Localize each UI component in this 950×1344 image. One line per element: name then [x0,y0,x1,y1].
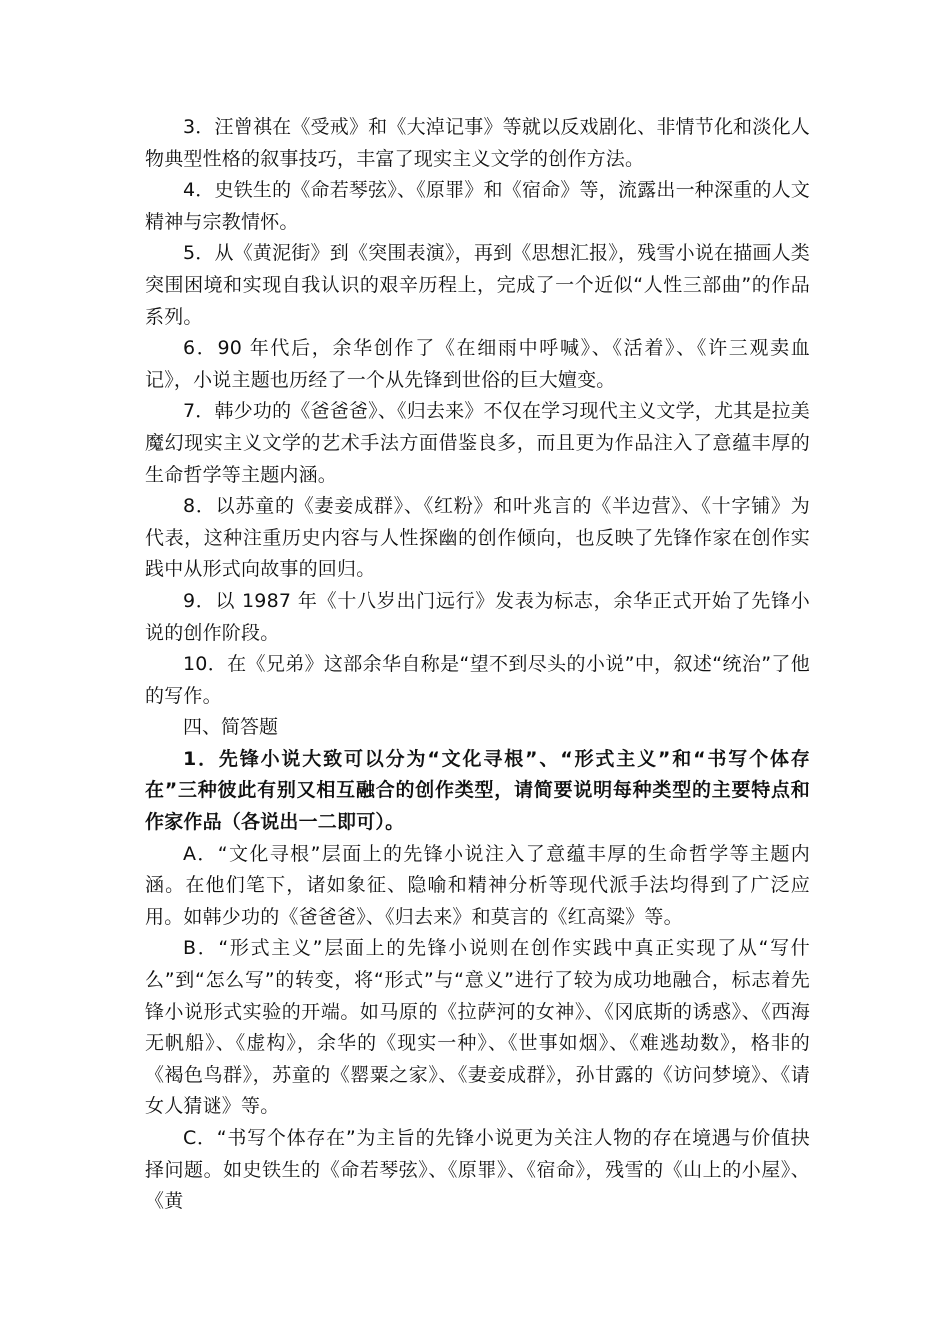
judgment-item-9: 9．以 1987 年《十八岁出门远行》发表为标志，余华正式开始了先锋小说的创作阶段。 [145,589,810,644]
document-page [145,112,810,1218]
judgment-item-3: 3．汪曾祺在《受戒》和《大淖记事》等就以反戏剧化、非情节化和淡化人物典型性格的叙事技巧，丰富了现实主义文学的创作方法。 [145,116,810,170]
answer-a: A．“文化寻根”层面上的先锋小说注入了意蕴丰厚的生命哲学等主题内涵。在他们笔下，诸如象征、隐喻和精神分析等现代派手法均得到了广泛应用。如韩少功的《爸爸爸》、《归去来》和莫言的《红高粱》等。 [145,842,810,928]
judgment-item-4: 4．史铁生的《命若琴弦》、《原罪》和《宿命》等，流露出一种深重的人文精神与宗教情怀。 [145,179,810,233]
question-1: 1．先锋小说大致可以分为“文化寻根”、“形式主义”和“书写个体存在”三种彼此有别又相互融合的创作类型，请简要说明每种类型的主要特点和作家作品（各说出一二即可）。 [145,747,810,834]
judgment-item-7: 7．韩少功的《爸爸爸》、《归去来》不仅在学习现代主义文学，尤其是拉美魔幻现实主义文学的艺术手法方面借鉴良多，而且更为作品注入了意蕴丰厚的生命哲学等主题内涵。 [145,400,810,486]
judgment-item-10: 10．在《兄弟》这部余华自称是“望不到尽头的小说”中，叙述“统治”了他的写作。 [145,653,810,707]
judgment-item-6: 6．90 年代后，余华创作了《在细雨中呼喊》、《活着》、《许三观卖血记》，小说主题也历经了一个从先锋到世俗的巨大嬗变。 [145,337,810,391]
section-heading: 四、简答题 [183,716,279,739]
answer-c: C．“书写个体存在”为主旨的先锋小说更为关注人物的存在境遇与价值抉择问题。如史铁生的《命若琴弦》、《原罪》、《宿命》，残雪的《山上的小屋》、《黄 [145,1127,810,1213]
judgment-item-8: 8．以苏童的《妻妾成群》、《红粉》和叶兆言的《半边营》、《十字铺》为代表，这种注重历史内容与人性探幽的创作倾向，也反映了先锋作家在创作实践中从形式向故事的回归。 [145,495,810,581]
judgment-item-5: 5．从《黄泥街》到《突围表演》，再到《思想汇报》，残雪小说在描画人类突围困境和实现自我认识的艰辛历程上，完成了一个近似“人性三部曲”的作品系列。 [145,242,810,328]
answer-b: B．“形式主义”层面上的先锋小说则在创作实践中真正实现了从“写什么”到“怎么写”的转变，将“形式”与“意义”进行了较为成功地融合，标志着先锋小说形式实验的开端。如马原的《拉萨河的女神》、《冈底斯的诱惑》、《西海无帆船》、《虚构》，余华的《现实一种》、《世事如烟》、《难逃劫数》，格非的《褐色鸟群》，苏童的《罂粟之家》、《妻妾成群》，孙甘露的《访问梦境》、《请女人猜谜》等。 [145,937,810,1118]
